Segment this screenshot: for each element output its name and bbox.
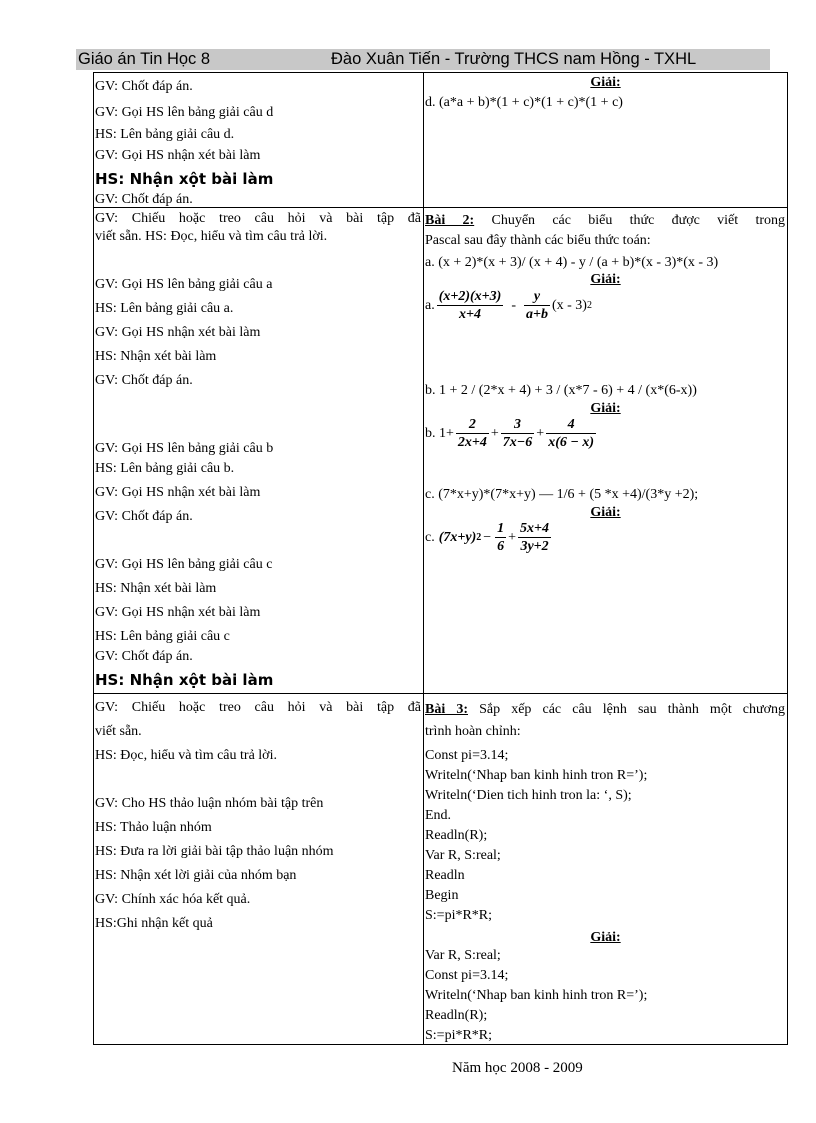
math-label: c. [425,530,435,545]
fraction [456,416,489,451]
header-subject: Giáo án Tin Học 8 [78,50,211,68]
exercise-title: Bài 3: [425,702,468,717]
activity-cell [94,73,424,208]
activity-line: GV: Chốt đáp án. [95,192,193,207]
operator: − [483,530,492,545]
exercise-intro-line: Pascal sau đây thành các biểu thức toán: [425,233,651,248]
numerator: y [524,288,550,306]
school-year-footer: Năm học 2008 - 2009 [452,1060,583,1076]
activity-line: GV: Chiếu hoặc treo câu hỏi và bài tập đã [95,700,421,715]
denominator: x(6 − x) [548,435,594,450]
exponent: 2 [586,300,592,311]
activity-line: HS: Nhận xột bài làm [95,170,274,188]
denominator: x+4 [459,307,482,322]
activity-line: GV: Gọi HS nhận xét bài làm [95,325,261,340]
numerator: 5x+4 [520,521,550,536]
code-line: Writeln(‘Dien tich hinh tron la: ‘, S); [425,788,632,803]
numerator: 2 [456,416,489,434]
activity-line: GV: Gọi HS lên bảng giải câu a [95,277,273,292]
activity-line: GV: Gọi HS lên bảng giải câu b [95,441,274,456]
activity-line: GV: Gọi HS lên bảng giải câu c [95,557,273,572]
activity-line: HS: Nhận xét bài làm [95,581,217,596]
exercise-title: Bài 2: [425,213,475,228]
activity-line: GV: Gọi HS nhận xét bài làm [95,605,261,620]
activity-line: HS: Đưa ra lời giải bài tập thảo luận nhóm [95,844,334,859]
operator: + [508,530,517,545]
code-line: Readln(R); [425,828,488,843]
activity-line: GV: Chốt đáp án. [95,79,193,94]
code-line: End. [425,808,452,823]
solution-code-line: Readln(R); [425,1008,488,1023]
math-expression-c [425,520,785,555]
math-expression-a [425,288,785,323]
fraction [437,288,504,323]
content-cell [424,208,788,694]
page-header [76,49,770,70]
math-base: (7x+y) [438,530,477,545]
fraction [501,416,534,451]
exercise-intro-text: Chuyển các biểu thức được viết trong [474,213,785,228]
content-cell [424,694,788,1045]
activity-line: GV: Gọi HS nhận xét bài làm [95,485,261,500]
activity-line: HS: Nhận xột bài làm [95,671,274,689]
activity-line: HS: Thảo luận nhóm [95,820,212,835]
fraction [546,416,596,451]
denominator: 7x−6 [502,435,533,450]
denominator: 2x+4 [457,435,487,450]
solution-heading: Giải: [590,75,621,90]
activity-cell [94,694,424,1045]
numerator: (x+2)(x+3) [438,289,502,304]
code-line: Begin [425,888,459,903]
operator: + [490,426,499,441]
numerator: 4 [546,416,596,434]
activity-line: GV: Cho HS thảo luận nhóm bài tập trên [95,796,324,811]
code-line: Readln [425,868,465,883]
activity-line: GV: Chốt đáp án. [95,649,193,664]
math-tail: (x - 3) [551,298,587,313]
solution-code-line: Var R, S:real; [425,948,501,963]
fraction [495,520,506,555]
content-cell [424,73,788,208]
table-row [94,73,788,208]
activity-line: GV: Chính xác hóa kết quả. [95,892,251,907]
exercise-intro [425,211,785,230]
solution-code-line: S:=pi*R*R; [425,1028,493,1043]
denominator: a+b [526,307,548,322]
exercise-intro [425,700,785,719]
code-line: Writeln(‘Nhap ban kinh hinh tron R=’); [425,768,648,783]
denominator: 6 [497,539,505,554]
code-line: Var R, S:real; [425,848,501,863]
activity-line: GV: Chốt đáp án. [95,509,193,524]
fraction [518,520,551,555]
activity-line: GV: Chốt đáp án. [95,373,193,388]
activity-line: HS: Lên bảng giải câu b. [95,461,235,476]
math-label: b. 1+ [425,426,454,441]
activity-line: viết sẵn. [95,724,142,739]
exercise-intro-line: trình hoàn chỉnh: [425,724,521,739]
table-row [94,694,788,1045]
pascal-expression: c. (7*x+y)*(7*x+y) — 1/6 + (5 *x +4)/(3*y +2); [425,487,699,502]
solution-code-line: Writeln(‘Nhap ban kinh hinh tron R=’); [425,988,648,1003]
solution-code-line: Const pi=3.14; [425,968,509,983]
solution-heading: Giải: [590,272,621,287]
solution-line: d. (a*a + b)*(1 + c)*(1 + c)*(1 + c) [425,95,623,110]
activity-line: HS: Lên bảng giải câu d. [95,127,235,142]
exponent: 2 [476,532,482,543]
pascal-expression: a. (x + 2)*(x + 3)/ (x + 4) - y / (a + b)*(x - 3)*(x - 3) [425,255,719,270]
solution-heading: Giải: [590,505,621,520]
denominator: 3y+2 [520,539,549,554]
operator: - [511,298,516,313]
activity-line: viết sẵn. HS: Đọc, hiểu và tìm câu trả lời. [95,229,328,244]
table-row [94,208,788,694]
exercise-intro-text: Sắp xếp các câu lệnh sau thành một chương [468,702,786,717]
pascal-expression: b. 1 + 2 / (2*x + 4) + 3 / (x*7 - 6) + 4 / (x*(6-x)) [425,383,697,398]
code-line: Const pi=3.14; [425,748,509,763]
activity-line: HS: Lên bảng giải câu c [95,629,230,644]
activity-line: HS: Nhận xét bài làm [95,349,217,364]
solution-heading: Giải: [590,401,621,416]
code-line: S:=pi*R*R; [425,908,493,923]
activity-line: HS: Đọc, hiểu và tìm câu trả lời. [95,748,277,763]
activity-line: GV: Chiếu hoặc treo câu hỏi và bài tập đã [95,211,421,226]
activity-line: HS: Lên bảng giải câu a. [95,301,234,316]
numerator: 1 [497,521,505,536]
activity-line: HS:Ghi nhận kết quả [95,916,213,931]
math-expression-b [425,416,785,451]
activity-line: GV: Gọi HS nhận xét bài làm [95,148,261,163]
numerator: 3 [501,416,534,434]
solution-heading: Giải: [590,930,621,945]
fraction [524,288,550,323]
activity-line: GV: Gọi HS lên bảng giải câu d [95,105,274,120]
lesson-table [93,72,788,1045]
activity-cell [94,208,424,694]
operator: + [536,426,545,441]
header-author: Đào Xuân Tiến - Trường THCS nam Hồng - TXHL [331,50,697,68]
math-label: a. [425,298,435,313]
activity-line: HS: Nhận xét lời giải của nhóm bạn [95,868,297,883]
